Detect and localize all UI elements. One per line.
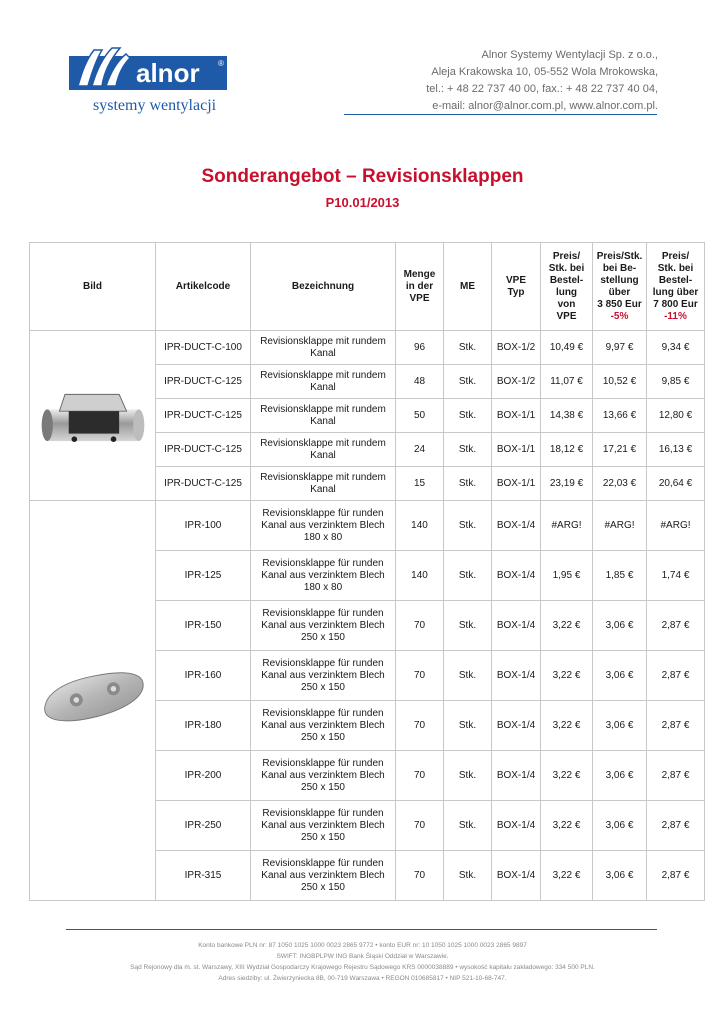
company-address (426, 47, 658, 115)
cell-menge: 50 (396, 399, 444, 433)
cell-preis-3850: 3,06 € (593, 801, 647, 851)
company-contact: e-mail: alnor@alnor.com.pl, www.alnor.com.pl. (432, 100, 658, 112)
header-artikelcode: Artikelcode (156, 243, 251, 331)
cell-bezeichnung: Revisionsklappe für runden Kanal aus verzinktem Blech 250 x 150 (251, 751, 396, 801)
cell-bezeichnung: Revisionsklappe für runden Kanal aus verzinktem Blech 250 x 150 (251, 651, 396, 701)
cell-preis-3850: 1,85 € (593, 551, 647, 601)
cell-preis-7800: 2,87 € (647, 651, 705, 701)
logo-registered: ® (218, 59, 224, 68)
cell-artikelcode: IPR-250 (156, 801, 251, 851)
cell-vpe: BOX-1/4 (492, 851, 541, 901)
cell-preis-vpe: 18,12 € (541, 433, 593, 467)
header-menge: Menge in der VPE (396, 243, 444, 331)
cell-bezeichnung: Revisionsklappe für runden Kanal aus verzinktem Blech 250 x 150 (251, 801, 396, 851)
cell-preis-3850: #ARG! (593, 501, 647, 551)
plate-product-image (37, 648, 149, 750)
cell-vpe: BOX-1/1 (492, 467, 541, 501)
cell-menge: 15 (396, 467, 444, 501)
header-bild: Bild (30, 243, 156, 331)
cell-preis-vpe: 14,38 € (541, 399, 593, 433)
cell-preis-3850: 9,97 € (593, 331, 647, 365)
cell-bezeichnung: Revisionsklappe für runden Kanal aus verzinktem Blech 250 x 150 (251, 851, 396, 901)
company-name: Alnor Systemy Wentylacji Sp. z o.o., (481, 49, 658, 61)
cell-me: Stk. (444, 801, 492, 851)
cell-artikelcode: IPR-100 (156, 501, 251, 551)
cell-me: Stk. (444, 551, 492, 601)
cell-vpe: BOX-1/4 (492, 501, 541, 551)
cell-vpe: BOX-1/1 (492, 433, 541, 467)
cell-preis-7800: 12,80 € (647, 399, 705, 433)
logo-brand: alnor (136, 58, 200, 88)
cell-me: Stk. (444, 601, 492, 651)
footer (0, 940, 725, 984)
cell-vpe: BOX-1/4 (492, 651, 541, 701)
product-image-cell (30, 501, 156, 901)
cell-preis-3850: 10,52 € (593, 365, 647, 399)
cell-preis-vpe: 1,95 € (541, 551, 593, 601)
cell-vpe: BOX-1/1 (492, 399, 541, 433)
header-preis-3850: Preis/Stk. bei Be- stellung über 3 850 Eur -5% (593, 243, 647, 331)
cell-me: Stk. (444, 365, 492, 399)
cell-preis-7800: #ARG! (647, 501, 705, 551)
cell-preis-vpe: 10,49 € (541, 331, 593, 365)
cell-preis-vpe: 3,22 € (541, 751, 593, 801)
page-title: Sonderangebot – Revisionsklappen (201, 166, 524, 187)
cell-preis-7800: 9,34 € (647, 331, 705, 365)
cell-preis-3850: 3,06 € (593, 601, 647, 651)
header-preis-7800: Preis/ Stk. bei Bestel- lung über 7 800 Eur -11% (647, 243, 705, 331)
cell-vpe: BOX-1/4 (492, 701, 541, 751)
cell-artikelcode: IPR-160 (156, 651, 251, 701)
price-table (29, 242, 705, 901)
discount-5: -5% (610, 310, 629, 322)
alnor-logo (66, 42, 232, 118)
cell-bezeichnung: Revisionsklappe mit rundem Kanal (251, 399, 396, 433)
cell-preis-7800: 1,74 € (647, 551, 705, 601)
cell-vpe: BOX-1/4 (492, 551, 541, 601)
cell-menge: 70 (396, 801, 444, 851)
cell-preis-3850: 3,06 € (593, 701, 647, 751)
cell-me: Stk. (444, 399, 492, 433)
cell-bezeichnung: Revisionsklappe für runden Kanal aus verzinktem Blech 180 x 80 (251, 551, 396, 601)
footer-bank: Konto bankowe PLN nr: 87 1050 1025 1000 0023 2865 9772 • konto EUR nr: 10 1050 1025 1000 0023 2865 9897 (198, 942, 527, 949)
logo-tagline: systemy wentylacji (93, 97, 217, 114)
cell-preis-vpe: 23,19 € (541, 467, 593, 501)
cell-bezeichnung: Revisionsklappe mit rundem Kanal (251, 331, 396, 365)
cell-menge: 96 (396, 331, 444, 365)
footer-divider (66, 929, 657, 930)
footer-swift: SWIFT: INGBPLPW ING Bank Śląski Oddział w Warszawie. (276, 953, 449, 960)
cell-artikelcode: IPR-DUCT-C-100 (156, 331, 251, 365)
cell-preis-7800: 2,87 € (647, 601, 705, 651)
duct-product-image (37, 372, 149, 456)
cell-preis-7800: 16,13 € (647, 433, 705, 467)
cell-vpe: BOX-1/4 (492, 601, 541, 651)
cell-vpe: BOX-1/4 (492, 751, 541, 801)
cell-preis-7800: 2,87 € (647, 701, 705, 751)
table-header-row (30, 243, 705, 331)
discount-11: -11% (664, 310, 687, 322)
cell-artikelcode: IPR-200 (156, 751, 251, 801)
cell-artikelcode: IPR-315 (156, 851, 251, 901)
cell-preis-7800: 2,87 € (647, 751, 705, 801)
cell-preis-3850: 17,21 € (593, 433, 647, 467)
footer-court: Sąd Rejonowy dla m. st. Warszawy, XIII Wydział Gospodarczy Krajowego Rejestru Sądowego KRS 0000038889 • wysokość kapitału zakładowego: 334 500 PLN. (130, 964, 595, 971)
cell-menge: 140 (396, 501, 444, 551)
header-preis-vpe: Preis/ Stk. bei Bestel- lung von VPE (541, 243, 593, 331)
table-row (30, 331, 705, 365)
cell-me: Stk. (444, 331, 492, 365)
cell-preis-3850: 3,06 € (593, 751, 647, 801)
cell-bezeichnung: Revisionsklappe für runden Kanal aus verzinktem Blech 250 x 150 (251, 701, 396, 751)
cell-preis-vpe: 3,22 € (541, 851, 593, 901)
footer-address: Adres siedziby: ul. Żwierzyniecka 8B, 00-719 Warszawa • REGON 010685817 • NIP 521-10-68-747. (218, 975, 507, 982)
company-phone: tel.: + 48 22 737 40 00, fax.: + 48 22 737 40 04, (426, 83, 658, 95)
cell-menge: 70 (396, 701, 444, 751)
cell-preis-7800: 9,85 € (647, 365, 705, 399)
cell-menge: 70 (396, 601, 444, 651)
cell-menge: 70 (396, 851, 444, 901)
cell-artikelcode: IPR-150 (156, 601, 251, 651)
cell-artikelcode: IPR-125 (156, 551, 251, 601)
cell-preis-vpe: 3,22 € (541, 651, 593, 701)
cell-preis-3850: 3,06 € (593, 851, 647, 901)
cell-me: Stk. (444, 433, 492, 467)
cell-bezeichnung: Revisionsklappe für runden Kanal aus verzinktem Blech 250 x 150 (251, 601, 396, 651)
cell-bezeichnung: Revisionsklappe mit rundem Kanal (251, 365, 396, 399)
cell-me: Stk. (444, 651, 492, 701)
cell-menge: 70 (396, 651, 444, 701)
cell-preis-7800: 20,64 € (647, 467, 705, 501)
cell-me: Stk. (444, 701, 492, 751)
cell-preis-vpe: 3,22 € (541, 801, 593, 851)
cell-preis-7800: 2,87 € (647, 801, 705, 851)
cell-artikelcode: IPR-DUCT-C-125 (156, 433, 251, 467)
cell-preis-7800: 2,87 € (647, 851, 705, 901)
header-divider (344, 114, 657, 115)
company-street: Aleja Krakowska 10, 05-552 Wola Mrokowska, (431, 66, 658, 78)
cell-artikelcode: IPR-180 (156, 701, 251, 751)
cell-vpe: BOX-1/2 (492, 331, 541, 365)
page-subtitle: P10.01/2013 (325, 195, 400, 210)
cell-bezeichnung: Revisionsklappe mit rundem Kanal (251, 433, 396, 467)
cell-vpe: BOX-1/4 (492, 801, 541, 851)
cell-preis-3850: 3,06 € (593, 651, 647, 701)
cell-bezeichnung: Revisionsklappe für runden Kanal aus verzinktem Blech 180 x 80 (251, 501, 396, 551)
product-image-cell (30, 331, 156, 501)
cell-me: Stk. (444, 751, 492, 801)
header-bezeichnung: Bezeichnung (251, 243, 396, 331)
header-vpe: VPE Typ (492, 243, 541, 331)
cell-preis-vpe: #ARG! (541, 501, 593, 551)
cell-me: Stk. (444, 501, 492, 551)
cell-preis-3850: 22,03 € (593, 467, 647, 501)
cell-preis-vpe: 11,07 € (541, 365, 593, 399)
cell-me: Stk. (444, 851, 492, 901)
table-row (30, 501, 705, 551)
cell-menge: 48 (396, 365, 444, 399)
cell-menge: 140 (396, 551, 444, 601)
cell-preis-vpe: 3,22 € (541, 701, 593, 751)
cell-bezeichnung: Revisionsklappe mit rundem Kanal (251, 467, 396, 501)
cell-preis-3850: 13,66 € (593, 399, 647, 433)
cell-preis-vpe: 3,22 € (541, 601, 593, 651)
cell-menge: 24 (396, 433, 444, 467)
cell-menge: 70 (396, 751, 444, 801)
header-me: ME (444, 243, 492, 331)
cell-artikelcode: IPR-DUCT-C-125 (156, 365, 251, 399)
cell-artikelcode: IPR-DUCT-C-125 (156, 467, 251, 501)
cell-artikelcode: IPR-DUCT-C-125 (156, 399, 251, 433)
cell-me: Stk. (444, 467, 492, 501)
cell-vpe: BOX-1/2 (492, 365, 541, 399)
